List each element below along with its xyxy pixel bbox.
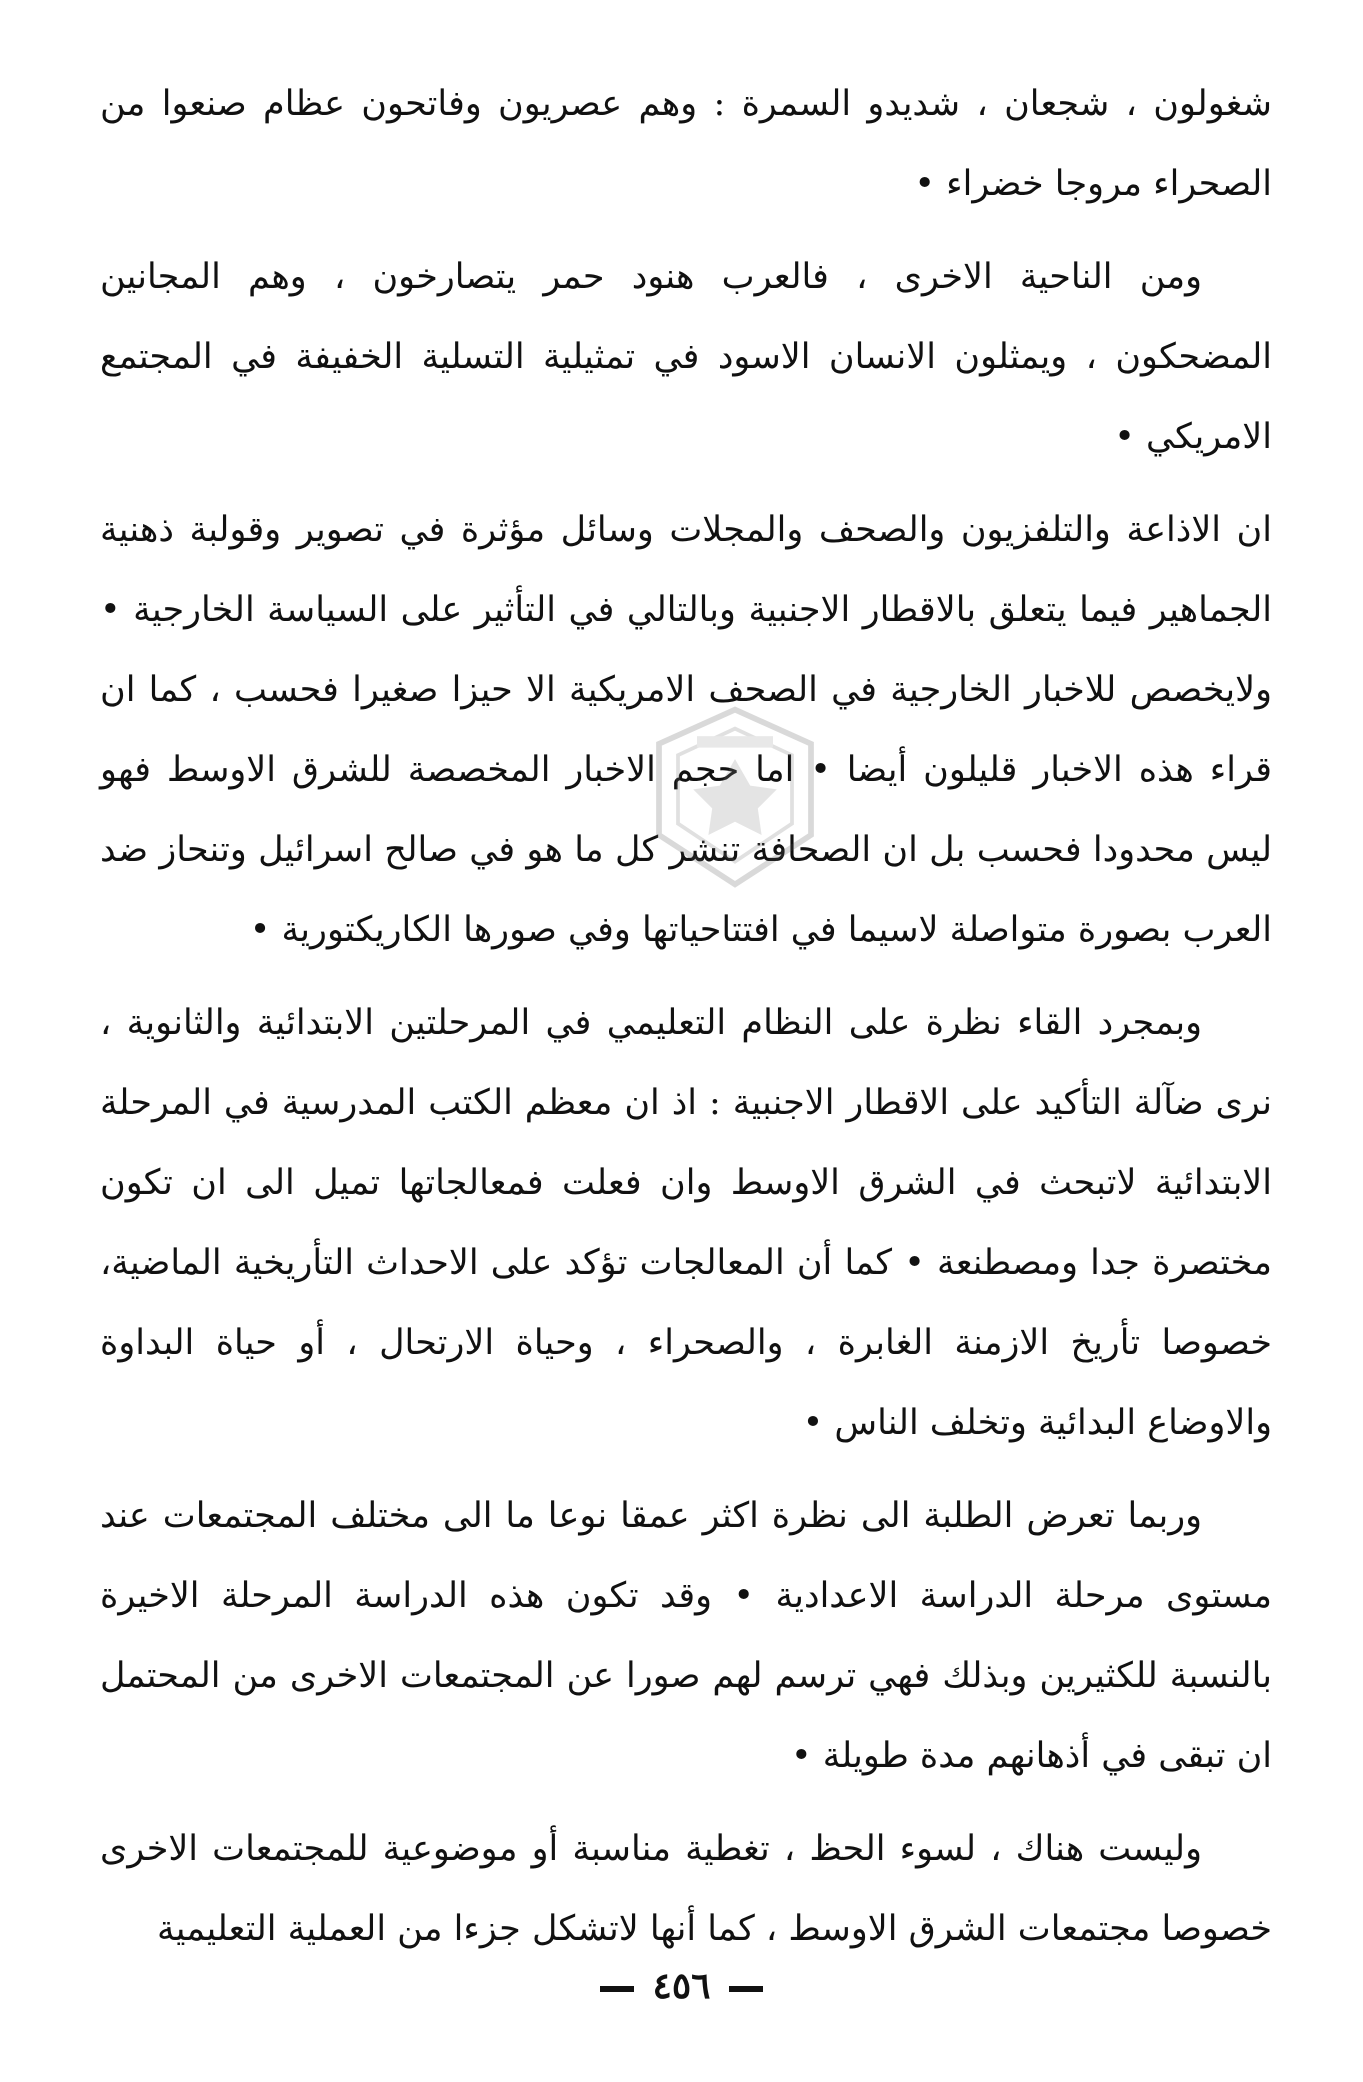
page-number-dash-left <box>600 1986 634 1992</box>
paragraph-2: ومن الناحية الاخرى ، فالعرب هنود حمر يتصارخون ، وهم المجانين المضحكون ، ويمثلون الانسان الاسود في تمثيلية التسلية الخفيفة في المجتمع الامريكي • <box>100 257 1272 457</box>
paragraph-6: وليست هناك ، لسوء الحظ ، تغطية مناسبة أو موضوعية للمجتمعات الاخرى خصوصا مجتمعات الشرق الاوسط ، كما أنها لاتشكل جزءا من العملية التعليمية <box>100 1829 1272 1949</box>
paragraph-1: شغولون ، شجعان ، شديدو السمرة : وهم عصريون وفاتحون عظام صنعوا من الصحراء مروجا خضراء • <box>100 84 1272 204</box>
page-number-value: ٤٥٦ <box>652 1965 711 2007</box>
body-text <box>100 64 1272 1982</box>
paragraph-3: ان الاذاعة والتلفزيون والصحف والمجلات وسائل مؤثرة في تصوير وقولبة ذهنية الجماهير فيما يتعلق بالاقطار الاجنبية وبالتالي في التأثير على السياسة الخارجية • ولايخصص للاخبار الخارجية في الصحف الامريكية الا حيزا صغيرا فحسب ، كما ان قراء هذه الاخبار قليلون أيضا • اما حجم الاخبار المخصصة للشرق الاوسط فهو ليس محدودا فحسب بل ان الصحافة تنشر كل ما هو في صالح اسرائيل وتنحاز ضد العرب بصورة متواصلة لاسيما في افتتاحياتها وفي صورها الكاريكتورية • <box>100 510 1272 950</box>
page-number <box>0 1965 1363 2007</box>
page-number-dash-right <box>729 1986 763 1992</box>
paragraph-5: وربما تعرض الطلبة الى نظرة اكثر عمقا نوعا ما الى مختلف المجتمعات عند مستوى مرحلة الدراسة الاعدادية • وقد تكون هذه الدراسة المرحلة الاخيرة بالنسبة للكثيرين وبذلك فهي ترسم لهم صورا عن المجتمعات الاخرى من المحتمل ان تبقى في أذهانهم مدة طويلة • <box>100 1496 1273 1776</box>
paragraph-4: وبمجرد القاء نظرة على النظام التعليمي في المرحلتين الابتدائية والثانوية ، نرى ضآلة التأكيد على الاقطار الاجنبية : اذ ان معظم الكتب المدرسية في المرحلة الابتدائية لاتبحث في الشرق الاوسط وان فعلت فمعالجاتها تميل الى ان تكون مختصرة جدا ومصطنعة • كما أن المعالجات تؤكد على الاحداث التأريخية الماضية، خصوصا تأريخ الازمنة الغابرة ، والصحراء ، وحياة الارتحال ، أو حياة البداوة والاوضاع البدائية وتخلف الناس • <box>100 1003 1272 1443</box>
